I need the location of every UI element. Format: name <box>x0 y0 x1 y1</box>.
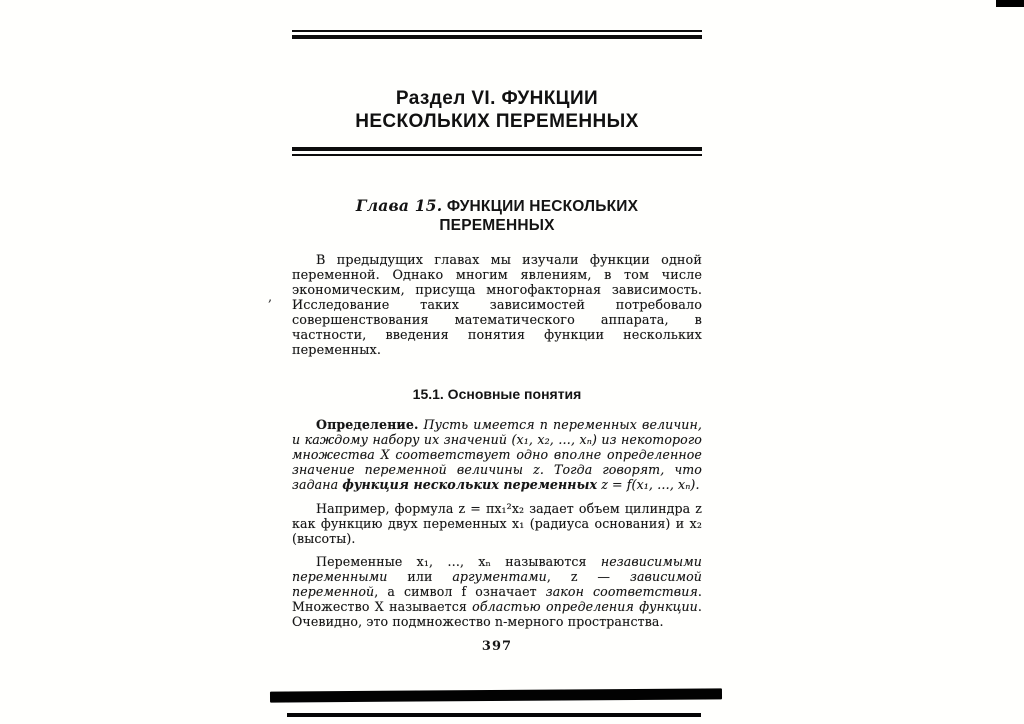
definition-label: Определение. <box>316 417 419 432</box>
page-number: 397 <box>481 639 513 654</box>
definition-text: Пусть имеется n переменных величин, и каждому набору их значений (x₁, x₂, …, xₙ) из некоторого множества X соответствует одно вполне определенное значение переменной величины z. Тогда говорят, что задана <box>292 417 702 492</box>
variables-text: . Множество X называется <box>292 584 702 614</box>
scan-artifact-bottom-strip <box>287 713 701 717</box>
chapter-heading <box>292 196 702 235</box>
variables-text: , z — <box>546 569 630 584</box>
top-double-rule <box>292 30 702 39</box>
variables-text: , а символ f означает <box>374 584 546 599</box>
term-domain-of-definition: областью определения функции <box>472 599 698 614</box>
subsection-heading: 15.1. Основные понятия <box>412 386 582 402</box>
title-underline-double-rule <box>292 147 702 156</box>
term-dependent-variable: зависимой переменной <box>292 569 703 599</box>
variables-text: Переменные x₁, …, xₙ называются <box>316 554 601 569</box>
chapter-heading-line-2: ПЕРЕМЕННЫХ <box>439 217 555 234</box>
chapter-number-label: Глава 15. <box>355 196 443 215</box>
page-content-column <box>292 0 702 654</box>
variables-paragraph <box>292 554 702 629</box>
variables-text: или <box>387 569 453 584</box>
section-title-line-2: НЕСКОЛЬКИХ ПЕРЕМЕННЫХ <box>355 111 639 132</box>
definition-emphasis: функция нескольких переменных <box>342 477 598 492</box>
chapter-heading-line-1 <box>292 196 702 216</box>
term-arguments: аргументами <box>452 569 547 584</box>
scan-artifact-bottom-bar <box>270 688 722 702</box>
example-paragraph: Например, формула z = πx₁²x₂ задает объем цилиндра z как функцию двух переменных x₁ (радиуса основания) и x₂ (высоты). <box>292 501 702 546</box>
term-independent-variables: независимыми переменными <box>292 554 702 584</box>
rule-thin <box>292 154 702 156</box>
rule-thin <box>292 30 702 32</box>
definition-paragraph <box>292 417 702 492</box>
rule-thick <box>292 35 702 39</box>
scan-artifact-stray-mark: , <box>268 290 273 305</box>
section-title-line-1: Раздел VI. ФУНКЦИИ <box>395 88 599 109</box>
term-correspondence-law: закон соответствия <box>545 584 698 599</box>
scan-artifact-corner-mark <box>996 0 1024 7</box>
definition-formula: z = f(x₁, …, xₙ). <box>597 477 700 492</box>
variables-text: . Очевидно, это подмножество n-мерного пространства. <box>292 599 702 629</box>
intro-paragraph: В предыдущих главах мы изучали функции одной переменной. Однако многим явлениям, в том числе экономическим, присуща многофакторная зависимость. Исследование таких зависимостей потребовало совершенствования математического аппарата, в частности, введения понятия функции нескольких переменных. <box>292 253 702 358</box>
chapter-title-text: ФУНКЦИИ НЕСКОЛЬКИХ <box>446 198 639 215</box>
section-title <box>292 87 702 133</box>
rule-thick <box>292 147 702 151</box>
